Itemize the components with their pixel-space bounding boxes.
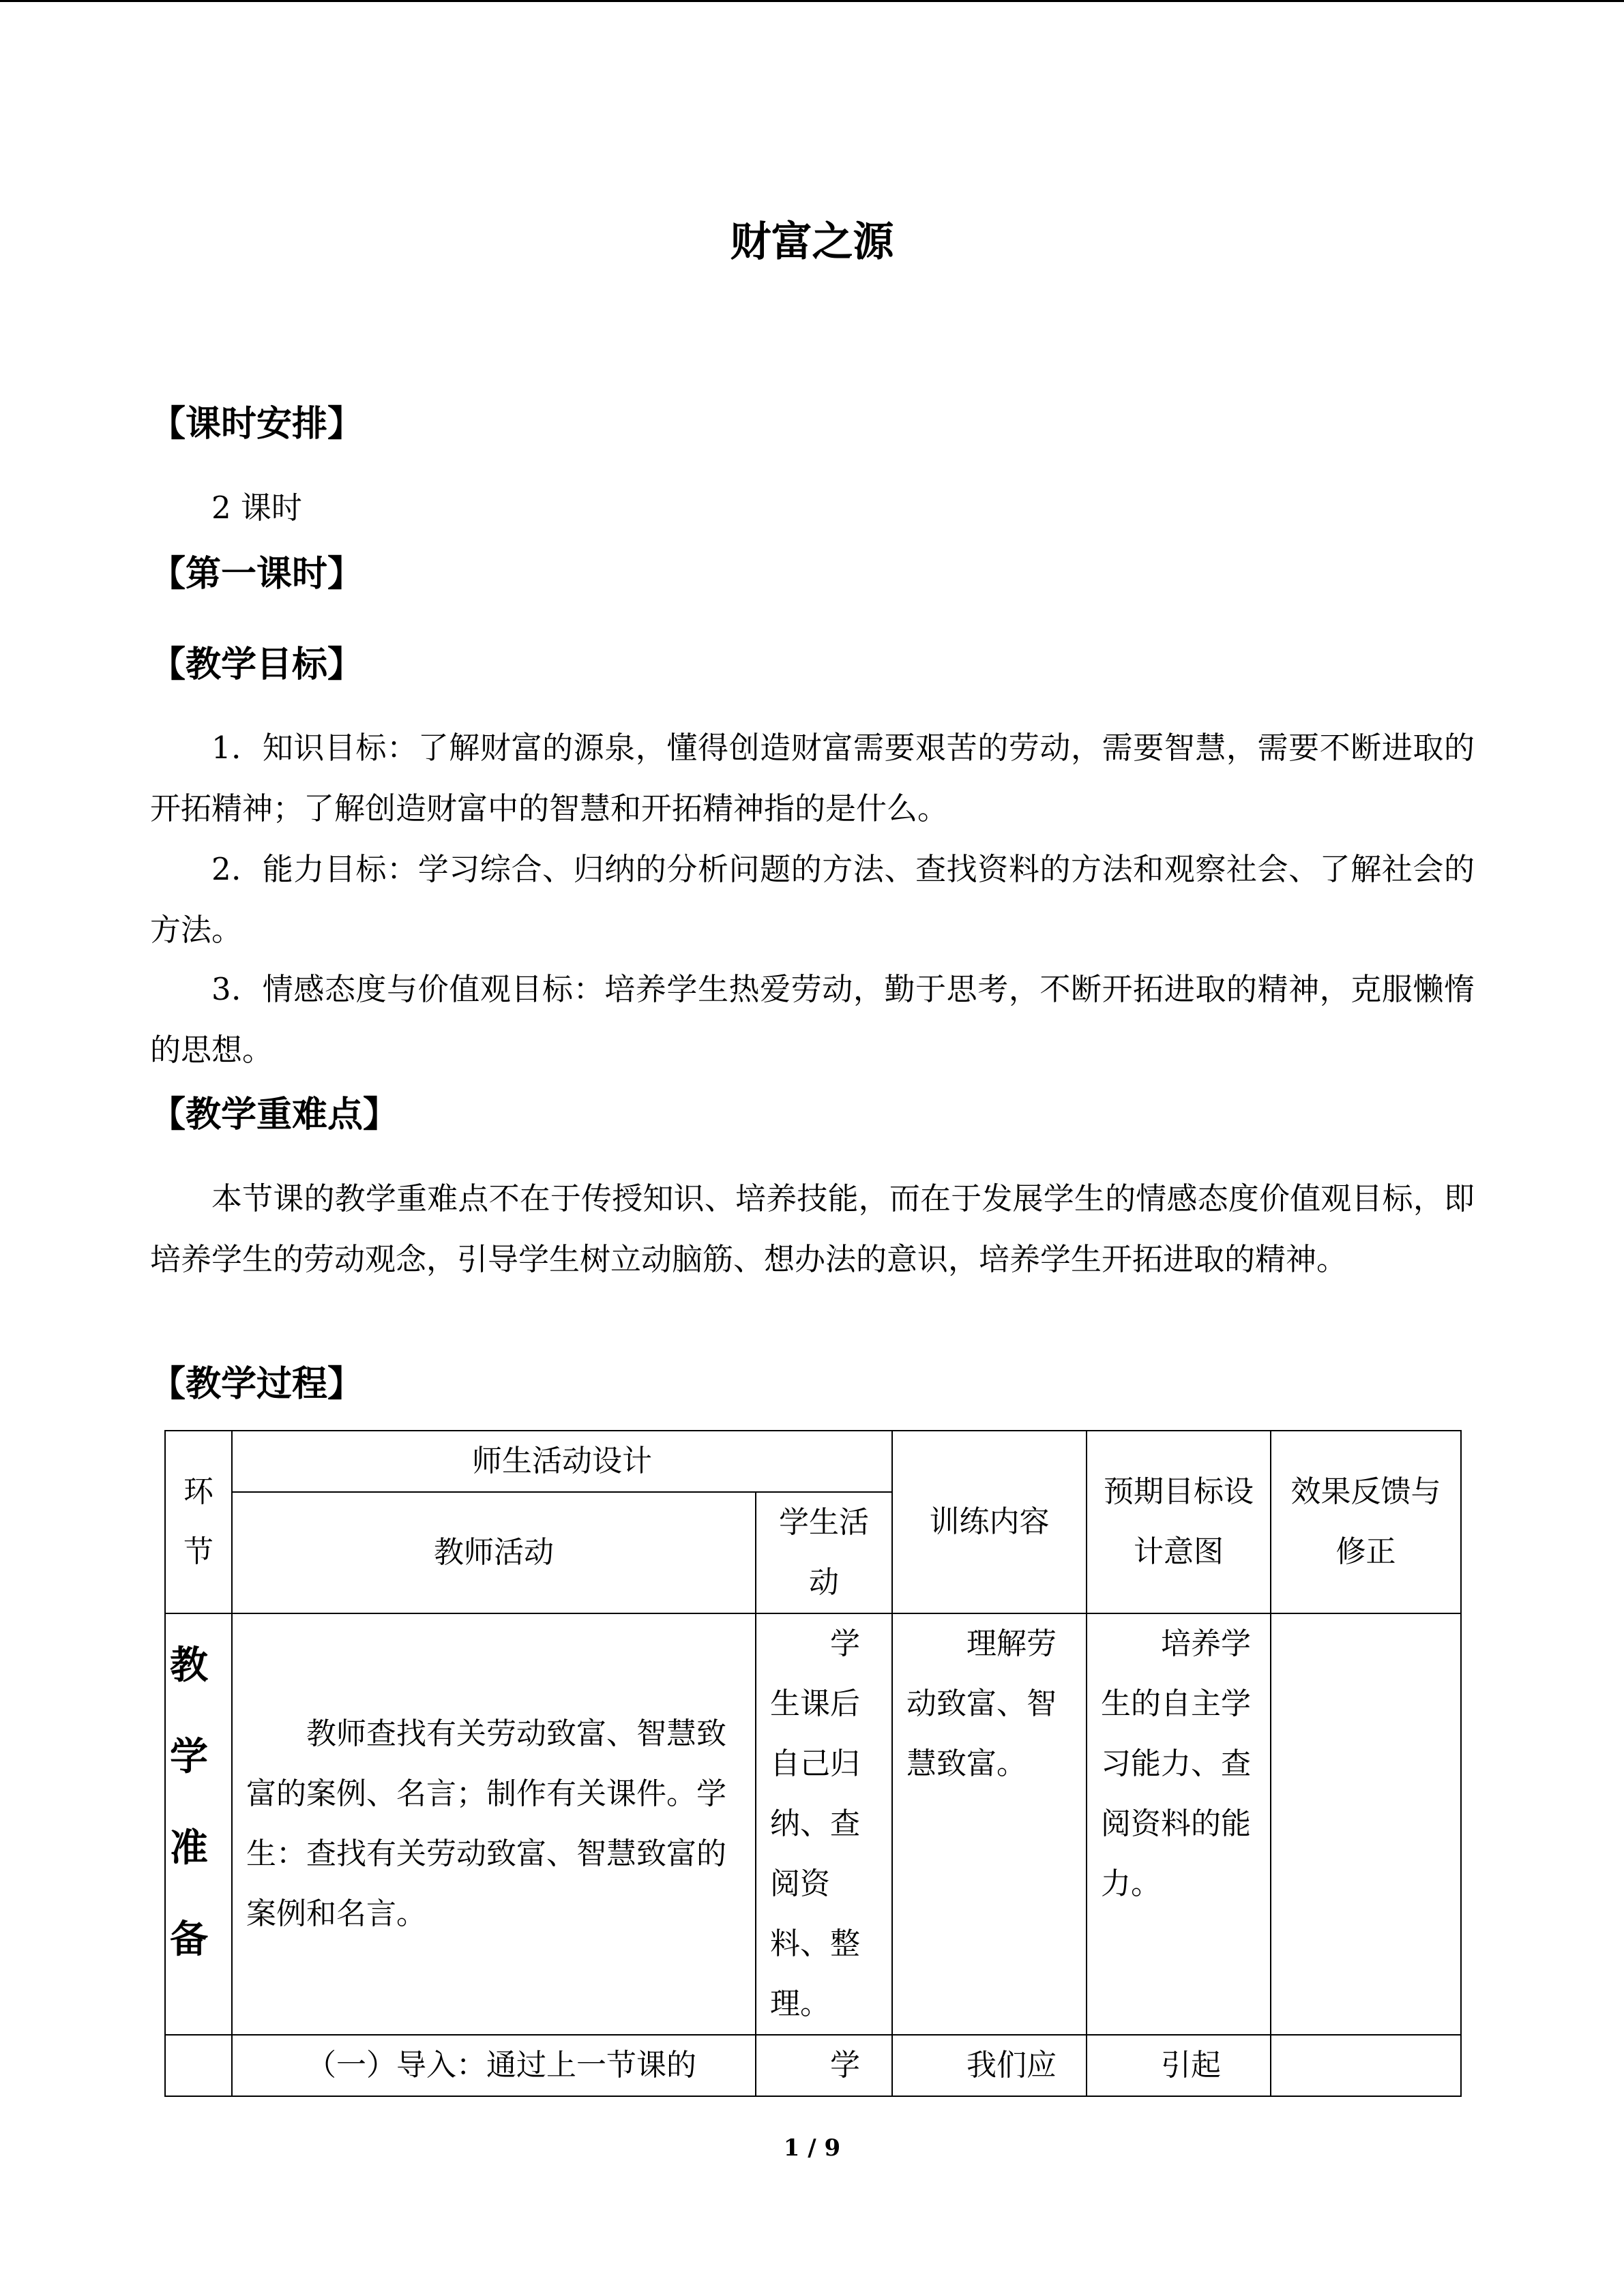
keypoints-heading: 【教学重难点】: [150, 1094, 399, 1135]
document-title: 财富之源: [730, 218, 894, 266]
student-cell: 学: [756, 2035, 892, 2096]
training-cell: 我们应: [892, 2035, 1087, 2096]
table-header-row: [165, 1431, 1461, 1492]
goal-item-1: 1．知识目标：了解财富的源泉，懂得创造财富需要艰苦的劳动，需要智慧，需要不断进取的开拓精神；了解创造财富中的智慧和开拓精神指的是什么。: [150, 730, 1475, 826]
goal-item-2: 2．能力目标：学习综合、归纳的分析问题的方法、查找资料的方法和观察社会、了解社会的方法。: [150, 851, 1475, 948]
header-goals: 预期目标设计意图: [1087, 1431, 1271, 1613]
top-border-line: [0, 0, 1624, 2]
header-activity-group: 师生活动设计: [232, 1431, 892, 1492]
schedule-heading: 【课时安排】: [150, 403, 364, 445]
header-teacher: 教师活动: [232, 1492, 756, 1613]
feedback-cell: [1271, 1613, 1461, 2035]
goal-item-3: 3．情感态度与价值观目标：培养学生热爱劳动，勤于思考，不断开拓进取的精神，克服懒惰的思想。: [150, 971, 1475, 1068]
teacher-cell: 教师查找有关劳动致富、智慧致富的案例、名言；制作有关课件。学生：查找有关劳动致富、智慧致富的案例和名言。: [232, 1613, 756, 2035]
first-lesson-heading: 【第一课时】: [150, 553, 364, 595]
schedule-text: 2 课时: [211, 490, 302, 526]
stage-cell: 教学准备: [165, 1613, 232, 2035]
student-cell: 学生课后自己归纳、查阅资料、整理。: [756, 1613, 892, 2035]
goals-cell: 培养学生的自主学习能力、查阅资料的能力。: [1087, 1613, 1271, 2035]
header-stage: 环节: [165, 1431, 232, 1613]
teaching-process-table: [164, 1430, 1462, 2097]
training-cell: 理解劳动致富、智慧致富。: [892, 1613, 1087, 2035]
teacher-cell: （一）导入：通过上一节课的: [232, 2035, 756, 2096]
table-row: [165, 1613, 1461, 2035]
table-row: [165, 2035, 1461, 2096]
goals-heading: 【教学目标】: [150, 644, 364, 685]
header-feedback: 效果反馈与修正: [1271, 1431, 1461, 1613]
goals-cell: 引起: [1087, 2035, 1271, 2096]
header-training: 训练内容: [892, 1431, 1087, 1613]
keypoints-text: 本节课的教学重难点不在于传授知识、培养技能，而在于发展学生的情感态度价值观目标，即培养学生的劳动观念，引导学生树立动脑筋、想办法的意识，培养学生开拓进取的精神。: [150, 1180, 1475, 1277]
stage-cell: [165, 2035, 232, 2096]
feedback-cell: [1271, 2035, 1461, 2096]
page-number: 1 / 9: [783, 2134, 841, 2162]
process-heading: 【教学过程】: [150, 1363, 364, 1405]
header-student: 学生活动: [756, 1492, 892, 1613]
